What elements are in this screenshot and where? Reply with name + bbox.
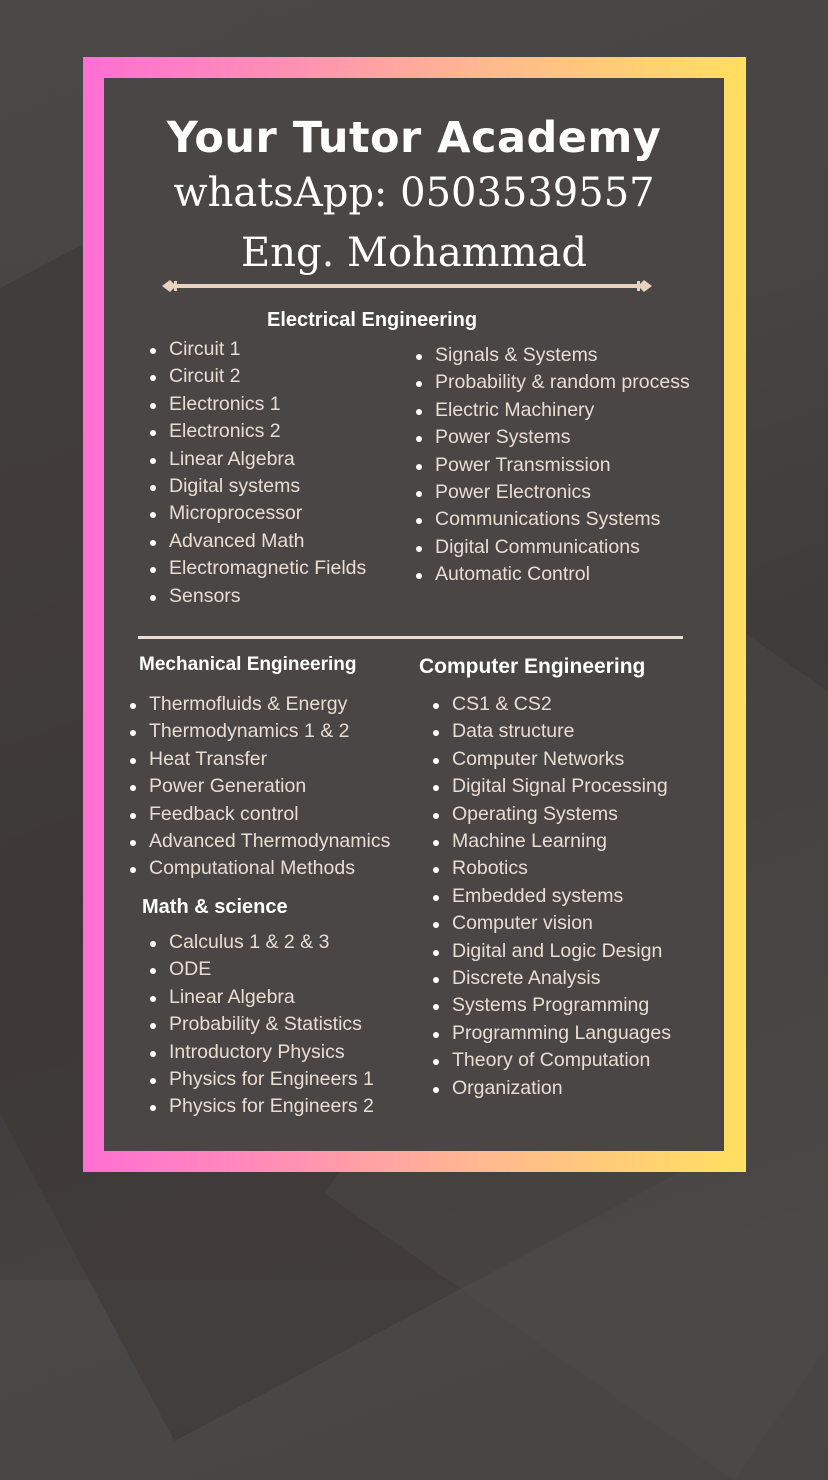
electrical-list-left <box>148 336 366 610</box>
list-item: Operating Systems <box>431 801 671 828</box>
whatsapp-contact: whatsApp: 0503539557 <box>173 170 655 216</box>
electrical-list-right <box>414 342 695 589</box>
list-item: Digital Signal Processing <box>431 773 671 800</box>
math-list <box>148 929 374 1121</box>
list-item: Computational Methods <box>128 855 390 882</box>
list-item: Digital systems <box>148 473 366 500</box>
list-item: Introductory Physics <box>148 1039 374 1066</box>
list-item: Organization <box>431 1075 671 1102</box>
list-item: Digital Communications <box>414 534 695 561</box>
list-item: Electric Machinery <box>414 397 695 424</box>
tutor-name: Eng. Mohammad <box>241 230 587 276</box>
list-item: Probability & random process <box>414 369 695 396</box>
list-item: Power Electronics <box>414 479 695 506</box>
list-item: Discrete Analysis <box>431 965 671 992</box>
list-item: Communications Systems <box>414 506 695 533</box>
computer-list <box>431 691 671 1102</box>
list-item: Physics for Engineers 1 <box>148 1066 374 1093</box>
list-item: Power Systems <box>414 424 695 451</box>
list-item: Power Generation <box>128 773 390 800</box>
list-item: Embedded systems <box>431 883 671 910</box>
list-item: Linear Algebra <box>148 984 374 1011</box>
list-item: Robotics <box>431 855 671 882</box>
list-item: Calculus 1 & 2 & 3 <box>148 929 374 956</box>
list-item: ODE <box>148 956 374 983</box>
math-title: Math & science <box>142 896 288 918</box>
list-item: Electromagnetic Fields <box>148 555 366 582</box>
list-item: Advanced Math <box>148 528 366 555</box>
list-item: Power Transmission <box>414 452 695 479</box>
computer-title: Computer Engineering <box>419 655 646 678</box>
list-item: Digital and Logic Design <box>431 938 671 965</box>
list-item: Sensors <box>148 583 366 610</box>
list-item: Electronics 1 <box>148 391 366 418</box>
list-item: Probability & Statistics <box>148 1011 374 1038</box>
list-item: Data structure <box>431 718 671 745</box>
list-item: Machine Learning <box>431 828 671 855</box>
list-item: Microprocessor <box>148 500 366 527</box>
mechanical-title: Mechanical Engineering <box>139 654 357 675</box>
list-item: Systems Programming <box>431 992 671 1019</box>
mechanical-list <box>128 691 390 883</box>
ornament-divider <box>162 276 652 296</box>
list-item: Linear Algebra <box>148 446 366 473</box>
list-item: Circuit 2 <box>148 363 366 390</box>
academy-title: Your Tutor Academy <box>166 113 662 163</box>
list-item: CS1 & CS2 <box>431 691 671 718</box>
list-item: Physics for Engineers 2 <box>148 1093 374 1120</box>
list-item: Computer Networks <box>431 746 671 773</box>
section-divider <box>138 636 683 639</box>
list-item: Thermofluids & Energy <box>128 691 390 718</box>
list-item: Automatic Control <box>414 561 695 588</box>
list-item: Programming Languages <box>431 1020 671 1047</box>
list-item: Thermodynamics 1 & 2 <box>128 718 390 745</box>
list-item: Feedback control <box>128 801 390 828</box>
list-item: Advanced Thermodynamics <box>128 828 390 855</box>
list-item: Heat Transfer <box>128 746 390 773</box>
list-item: Theory of Computation <box>431 1047 671 1074</box>
list-item: Computer vision <box>431 910 671 937</box>
electrical-title: Electrical Engineering <box>267 309 478 331</box>
list-item: Electronics 2 <box>148 418 366 445</box>
list-item: Circuit 1 <box>148 336 366 363</box>
list-item: Signals & Systems <box>414 342 695 369</box>
